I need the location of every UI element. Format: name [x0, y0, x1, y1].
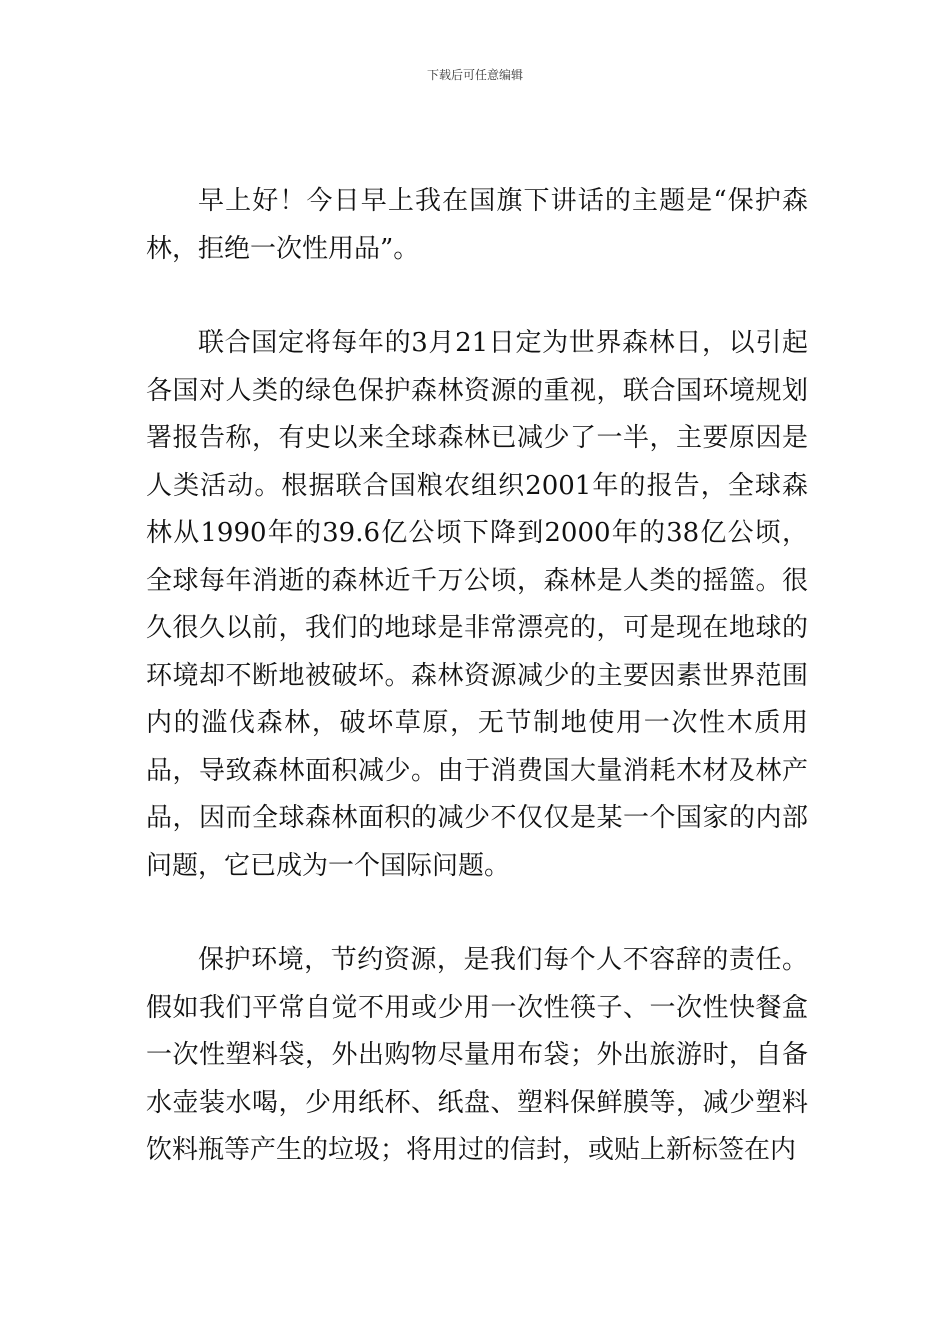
paragraph-protect-environment: 保护环境，节约资源，是我们每个人不容辞的责任。假如我们平常自觉不用或少用一次性筷子、一次性快餐盒一次性塑料袋，外出购物尽量用布袋；外出旅游时，自备水壶装水喝，少用纸杯、纸盘、塑料保鲜膜等，减少塑料饮料瓶等产生的垃圾；将用过的信封，或贴上新标签在内	[146, 945, 808, 1165]
paragraph-forest-day: 联合国定将每年的3月21日定为世界森林日，以引起各国对人类的绿色保护森林资源的重视，联合国环境规划署报告称，有史以来全球森林已减少了一半，主要原因是人类活动。根据联合国粮农组织2001年的报告，全球森林从1990年的39.6亿公顷下降到2000年的38亿公顷，全球每年消逝的森林近千万公顷，森林是人类的摇篮。很久很久以前，我们的地球是非常漂亮的，可是现在地球的环境却不断地被破坏。森林资源减少的主要因素世界范围内的滥伐森林，破坏草原，无节制地使用一次性木质用品，导致森林面积减少。由于消费国大量消耗木材及林产品，因而全球森林面积的减少不仅仅是某一个国家的内部问题，它已成为一个国际问题。	[146, 328, 808, 881]
page-header-note: 下载后可任意编辑	[426, 68, 523, 82]
paragraph-greeting: 早上好！今日早上我在国旗下讲话的主题是“保护森林，拒绝一次性用品”。	[146, 186, 808, 264]
document-body	[146, 178, 808, 1175]
